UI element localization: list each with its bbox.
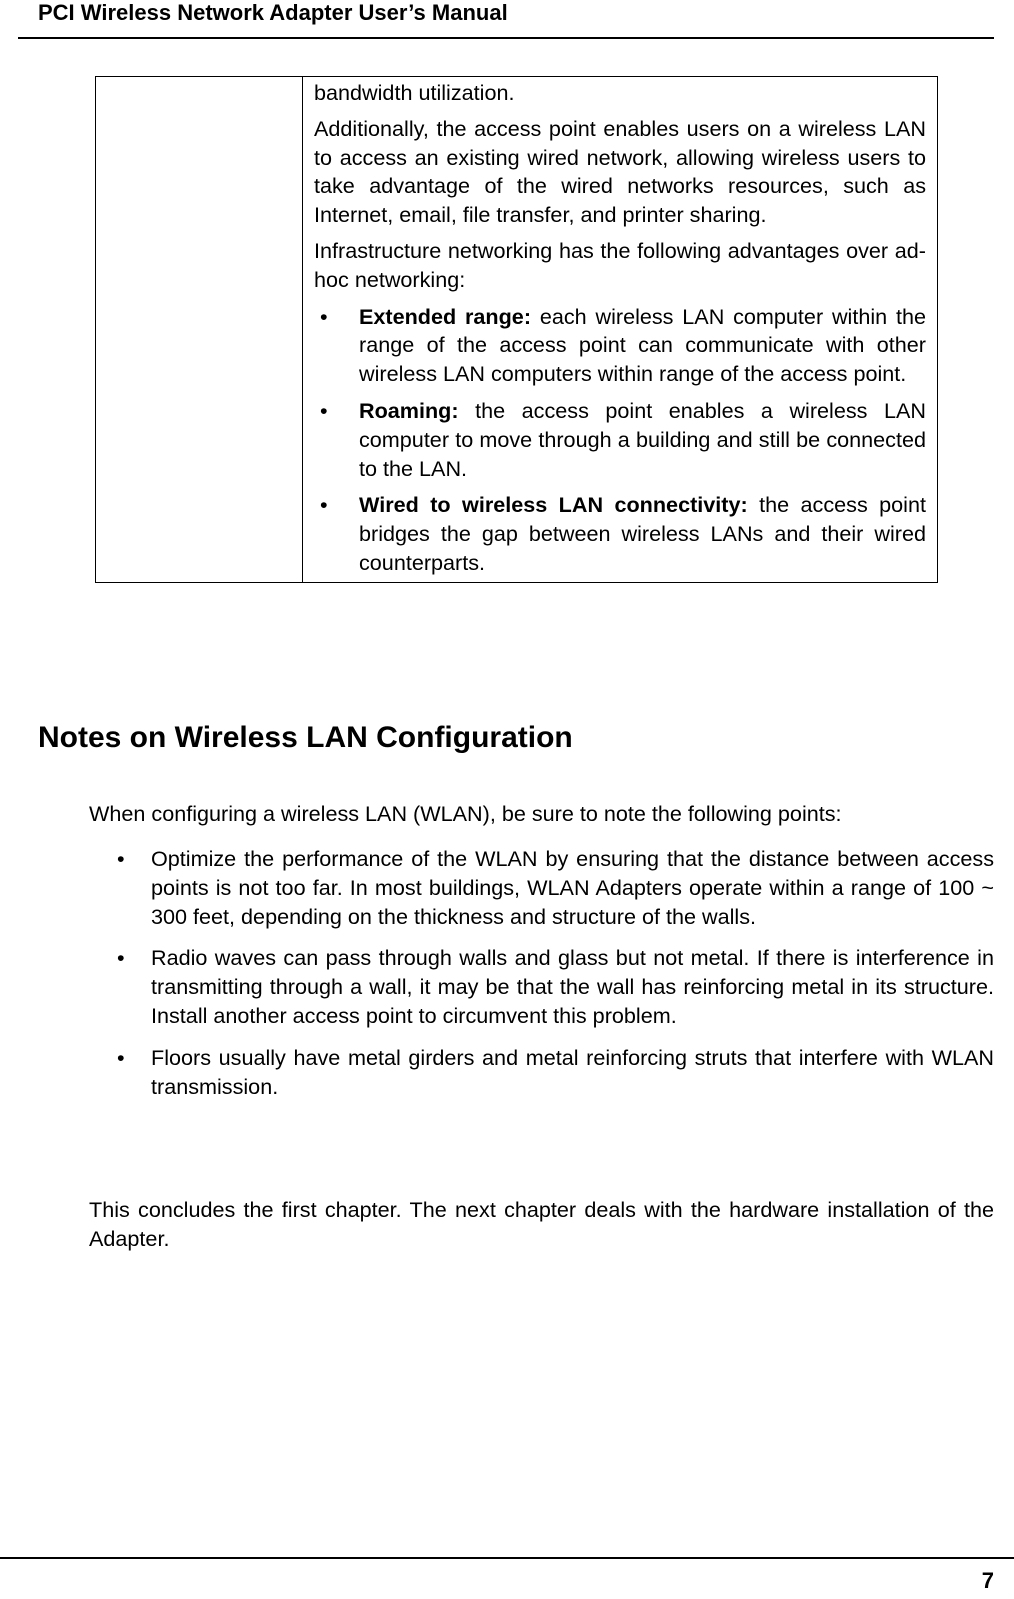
advantage-text: the access point bridges the gap between wireless LANs and their wired counterparts. (359, 492, 926, 575)
running-header: PCI Wireless Network Adapter User’s Manual (38, 0, 508, 25)
list-item-text: Radio waves can pass through walls and glass but not metal. If there is interference in transmitting through a wall, it may be that the wall has reinforcing metal in its structure. Install another access point to circumvent this problem. (151, 945, 994, 1028)
bullet-icon: • (320, 492, 328, 518)
table-paragraph: Infrastructure networking has the following advantages over ad-hoc networking: (314, 237, 926, 292)
bullet-icon: • (117, 846, 125, 871)
list-item (89, 944, 994, 1030)
list-item-text: Floors usually have metal girders and metal reinforcing struts that interfere with WLAN transmission. (151, 1044, 994, 1099)
section-intro: When configuring a wireless LAN (WLAN), be sure to note the following points: (89, 801, 842, 826)
header-rule (18, 37, 994, 39)
bullet-icon: • (320, 303, 328, 329)
list-item-text: Optimize the performance of the WLAN by ensuring that the distance between access points is not too far. In most buildings, WLAN Adapters operate within a range of 100 ~ 300 feet, depending on the thickness and structure of the walls. (151, 846, 994, 929)
list-item (89, 845, 994, 931)
advantage-term: Roaming: (359, 397, 459, 423)
table-paragraph: Additionally, the access point enables users on a wireless LAN to access an existing wired network, allowing wireless users to take advantage of the wired networks resources, such as Internet, email, file transfer, and printer sharing. (314, 115, 926, 228)
section-title: Notes on Wireless LAN Configuration (38, 721, 573, 754)
table-left-cell (96, 77, 303, 583)
advantage-item (314, 491, 926, 577)
table-right-cell (303, 77, 938, 583)
advantage-item (314, 397, 926, 483)
conclusion-paragraph: This concludes the first chapter. The next chapter deals with the hardware installation of the Adapter. (89, 1197, 994, 1251)
bullet-icon: • (117, 1044, 125, 1070)
page-number: 7 (981, 1568, 994, 1593)
advantage-term: Extended range: (359, 303, 532, 329)
advantage-term: Wired to wireless LAN connectivity: (359, 492, 748, 518)
advantage-item (314, 303, 926, 389)
table-paragraph: bandwidth utilization. (314, 80, 515, 105)
definition-table (95, 76, 938, 583)
footer-rule (0, 1557, 1014, 1559)
notes-list (89, 845, 994, 1114)
bullet-icon: • (320, 397, 328, 423)
table-row (96, 77, 938, 583)
advantage-text: each wireless LAN computer within the range of the access point can communicate with other wireless LAN computers within range of the access point. (359, 303, 927, 387)
bullet-icon: • (117, 945, 125, 971)
advantage-text: the access point enables a wireless LAN computer to move through a building and still be connected to the LAN. (359, 397, 926, 481)
list-item (89, 1044, 994, 1102)
